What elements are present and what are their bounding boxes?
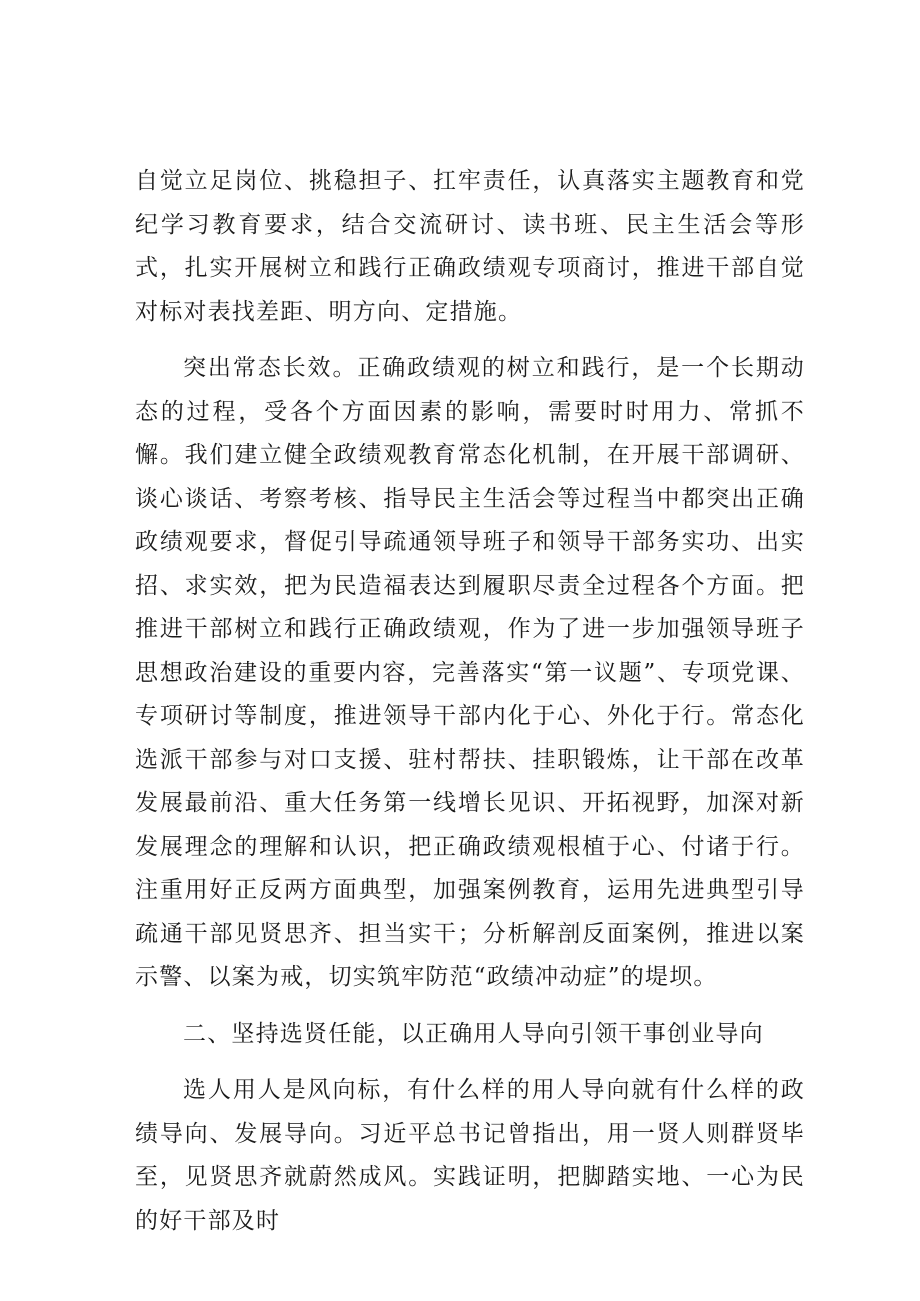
paragraph-selection-of-talent: 选人用人是风向标，有什么样的用人导向就有什么样的政绩导向、发展导向。习近平总书记曾指出，用一贤人则群贤毕至，见贤思齐就蔚然成风。实践证明，把脚踏实地、一心为民的好干部及时: [135, 1077, 805, 1234]
paragraph-normalized-long-term: 突出常态长效。正确政绩观的树立和践行，是一个长期动态的过程，受各个方面因素的影响，需要时时用力、常抓不懈。我们建立健全政绩观教育常态化机制，在开展干部调研、谈心谈话、考察考核、指导民主生活会等过程当中都突出正确政绩观要求，督促引导疏通领导班子和领导干部务实功、出实招、求实效，把为民造福表达到履职尽责全过程各个方面。把推进干部树立和践行正确政绩观，作为了进一步加强领导班子思想政治建设的重要内容，完善落实“第一议题”、专项党课、专项研讨等制度，推进领导干部内化于心、外化于行。常态化选派干部参与对口支援、驻村帮扶、挂职锻炼，让干部在改革发展最前沿、重大任务第一线增长见识、开拓视野，加深对新发展理念的理解和认识，把正确政绩观根植于心、付诸于行。注重用好正反两方面典型，加强案例教育，运用先进典型引导疏通干部见贤思齐、担当实干；分析解剖反面案例，推进以案示警、以案为戒，切实筑牢防范“政绩冲动症”的堤坝。: [135, 355, 805, 990]
section-heading: 二、坚持选贤任能，以正确用人导向引领干事创业导向: [183, 1020, 764, 1047]
paragraph-continuation: 自觉立足岗位、挑稳担子、扛牢责任，认真落实主题教育和党纪学习教育要求，结合交流研讨、读书班、民主生活会等形式，扎实开展树立和践行正确政绩观专项商讨，推进干部自觉对标对表找差距、明方向、定措施。: [135, 168, 805, 325]
document-body: [135, 160, 805, 1256]
